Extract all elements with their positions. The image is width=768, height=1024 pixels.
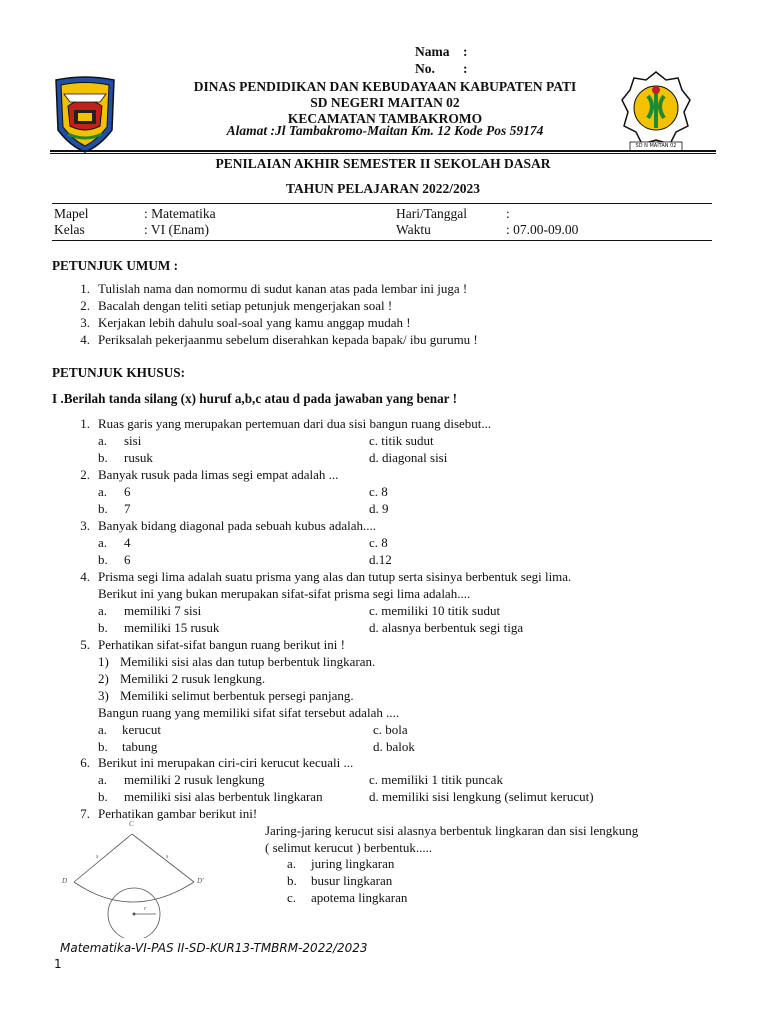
option-a: kerucut bbox=[122, 722, 161, 737]
specific-instructions-heading: PETUNJUK KHUSUS: bbox=[52, 365, 185, 380]
option-letter: a. bbox=[98, 772, 108, 787]
question-number: 3. bbox=[80, 518, 90, 533]
hari-value: : bbox=[506, 206, 510, 221]
question-number: 5. bbox=[80, 637, 90, 652]
label-D-prime: D' bbox=[197, 877, 204, 885]
option-b: rusuk bbox=[124, 450, 153, 465]
option-d: d. 9 bbox=[369, 501, 389, 516]
option-b: tabung bbox=[122, 739, 158, 754]
number-label: No. bbox=[415, 61, 435, 76]
school-name: SD NEGERI MAITAN 02 bbox=[310, 95, 460, 110]
label-s-left: s bbox=[96, 854, 99, 860]
option-c: c. bola bbox=[373, 722, 408, 737]
option-a: memiliki 7 sisi bbox=[124, 603, 202, 618]
waktu-value: : 07.00-09.00 bbox=[506, 222, 579, 237]
info-bottom-rule bbox=[52, 240, 712, 241]
question-text-continued: Bangun ruang yang memiliki sifat sifat tersebut adalah .... bbox=[98, 705, 400, 720]
option-letter: b. bbox=[98, 620, 108, 635]
school-logo bbox=[620, 70, 692, 159]
kelas-value: : VI (Enam) bbox=[144, 222, 209, 237]
question-text-continued: Jaring-jaring kerucut sisi alasnya berbentuk lingkaran dan sisi lengkung bbox=[265, 823, 639, 838]
option-c: apotema lingkaran bbox=[311, 890, 408, 905]
option-a: juring lingkaran bbox=[311, 856, 395, 871]
cone-net-figure bbox=[58, 820, 218, 943]
option-c: c. memiliki 10 titik sudut bbox=[369, 603, 501, 618]
question-text: Perhatikan gambar berikut ini! bbox=[98, 806, 258, 821]
option-a: 6 bbox=[124, 484, 131, 499]
name-label: Nama bbox=[415, 44, 450, 59]
option-letter: b. bbox=[98, 501, 108, 516]
option-a: sisi bbox=[124, 433, 142, 448]
property-item: Memiliki 2 rusuk lengkung. bbox=[120, 671, 266, 686]
general-item: Tulislah nama dan nomormu di sudut kanan atas pada lembar ini juga ! bbox=[98, 281, 468, 296]
property-number: 2) bbox=[98, 671, 109, 686]
mapel-value: : Matematika bbox=[144, 206, 216, 221]
option-b: memiliki 15 rusuk bbox=[124, 620, 220, 635]
option-letter: a. bbox=[98, 722, 108, 737]
footer-code: Matematika-VI-PAS II-SD-KUR13-TMBRM-2022/2023 bbox=[60, 941, 368, 955]
question-text: Banyak bidang diagonal pada sebuah kubus adalah.... bbox=[98, 518, 376, 533]
option-letter: b. bbox=[98, 789, 108, 804]
option-b: 7 bbox=[124, 501, 131, 516]
header-divider bbox=[50, 150, 716, 152]
waktu-label: Waktu bbox=[396, 222, 431, 237]
name-field bbox=[415, 44, 468, 60]
school-address: Alamat :Jl Tambakromo-Maitan Km. 12 Kode Pos 59174 bbox=[226, 123, 544, 138]
option-letter: a. bbox=[98, 603, 108, 618]
option-letter: a. bbox=[287, 856, 297, 871]
exam-title: PENILAIAN AKHIR SEMESTER II SEKOLAH DASAR bbox=[215, 156, 551, 171]
label-s-right: s bbox=[166, 854, 169, 860]
hari-label: Hari/Tanggal bbox=[396, 206, 468, 221]
question-text-continued: Berikut ini yang bukan merupakan sifat-sifat prisma segi lima adalah.... bbox=[98, 586, 471, 601]
section-instruction: I .Berilah tanda silang (x) huruf a,b,c atau d pada jawaban yang benar ! bbox=[52, 391, 457, 406]
property-item: Memiliki selimut berbentuk persegi panjang. bbox=[120, 688, 354, 703]
option-d: d. diagonal sisi bbox=[369, 450, 448, 465]
pati-regency-logo bbox=[50, 76, 120, 161]
option-b: memiliki sisi alas berbentuk lingkaran bbox=[124, 789, 323, 804]
option-letter: b. bbox=[287, 873, 297, 888]
option-letter: a. bbox=[98, 484, 108, 499]
option-a: 4 bbox=[124, 535, 131, 550]
district-name: KECAMATAN TAMBAKROMO bbox=[287, 111, 483, 126]
page-number: 1 bbox=[54, 957, 62, 971]
option-b: busur lingkaran bbox=[311, 873, 393, 888]
question-text: Ruas garis yang merupakan pertemuan dari dua sisi bangun ruang disebut... bbox=[98, 416, 492, 431]
general-item-number: 4. bbox=[80, 332, 90, 347]
general-instructions-heading: PETUNJUK UMUM : bbox=[52, 258, 178, 273]
label-D: D bbox=[62, 877, 68, 885]
option-letter: b. bbox=[98, 450, 108, 465]
name-colon: : bbox=[463, 44, 468, 59]
option-d: d. alasnya berbentuk segi tiga bbox=[369, 620, 524, 635]
academic-year: TAHUN PELAJARAN 2022/2023 bbox=[285, 181, 480, 196]
general-item: Periksalah pekerjaanmu sebelum diserahkan kepada bapak/ ibu gurumu ! bbox=[98, 332, 478, 347]
mapel-label: Mapel bbox=[54, 206, 89, 221]
question-text: Berikut ini merupakan ciri-ciri kerucut kecuali ... bbox=[98, 755, 354, 770]
general-item-number: 3. bbox=[80, 315, 90, 330]
question-text-continued: ( selimut kerucut ) berbentuk..... bbox=[265, 840, 433, 855]
general-item-number: 1. bbox=[80, 281, 90, 296]
question-text: Perhatikan sifat-sifat bangun ruang berikut ini ! bbox=[98, 637, 345, 652]
label-r: r bbox=[144, 906, 147, 912]
option-c: c. memiliki 1 titik puncak bbox=[369, 772, 503, 787]
number-field bbox=[415, 61, 468, 77]
general-item-number: 2. bbox=[80, 298, 90, 313]
option-letter: b. bbox=[98, 739, 108, 754]
option-letter: c. bbox=[287, 890, 297, 905]
option-letter: b. bbox=[98, 552, 108, 567]
question-text: Banyak rusuk pada limas segi empat adalah ... bbox=[98, 467, 339, 482]
option-d: d. balok bbox=[373, 739, 415, 754]
question-number: 2. bbox=[80, 467, 90, 482]
option-c: c. titik sudut bbox=[369, 433, 434, 448]
label-C: C bbox=[129, 820, 134, 828]
question-number: 1. bbox=[80, 416, 90, 431]
option-d: d.12 bbox=[369, 552, 392, 567]
question-text: Prisma segi lima adalah suatu prisma yang alas dan tutup serta sisinya berbentuk segi lima. bbox=[98, 569, 572, 584]
question-number: 7. bbox=[80, 806, 90, 821]
property-number: 1) bbox=[98, 654, 109, 669]
info-top-rule bbox=[52, 203, 712, 204]
option-d: d. memiliki sisi lengkung (selimut kerucut) bbox=[369, 789, 594, 804]
general-item: Bacalah dengan teliti setiap petunjuk mengerjakan soal ! bbox=[98, 298, 393, 313]
property-item: Memiliki sisi alas dan tutup berbentuk lingkaran. bbox=[120, 654, 376, 669]
property-number: 3) bbox=[98, 688, 109, 703]
option-a: memiliki 2 rusuk lengkung bbox=[124, 772, 265, 787]
number-colon: : bbox=[463, 61, 468, 76]
option-b: 6 bbox=[124, 552, 131, 567]
general-item: Kerjakan lebih dahulu soal-soal yang kamu anggap mudah ! bbox=[98, 315, 411, 330]
school-logo-caption: SD N MAITAN 02 bbox=[635, 143, 677, 149]
kelas-label: Kelas bbox=[54, 222, 85, 237]
option-c: c. 8 bbox=[369, 484, 388, 499]
question-number: 6. bbox=[80, 755, 90, 770]
option-c: c. 8 bbox=[369, 535, 388, 550]
option-letter: a. bbox=[98, 535, 108, 550]
header-divider-thin bbox=[50, 153, 716, 154]
question-number: 4. bbox=[80, 569, 90, 584]
option-letter: a. bbox=[98, 433, 108, 448]
agency-title: DINAS PENDIDIKAN DAN KEBUDAYAAN KABUPATEN PATI bbox=[193, 79, 577, 94]
